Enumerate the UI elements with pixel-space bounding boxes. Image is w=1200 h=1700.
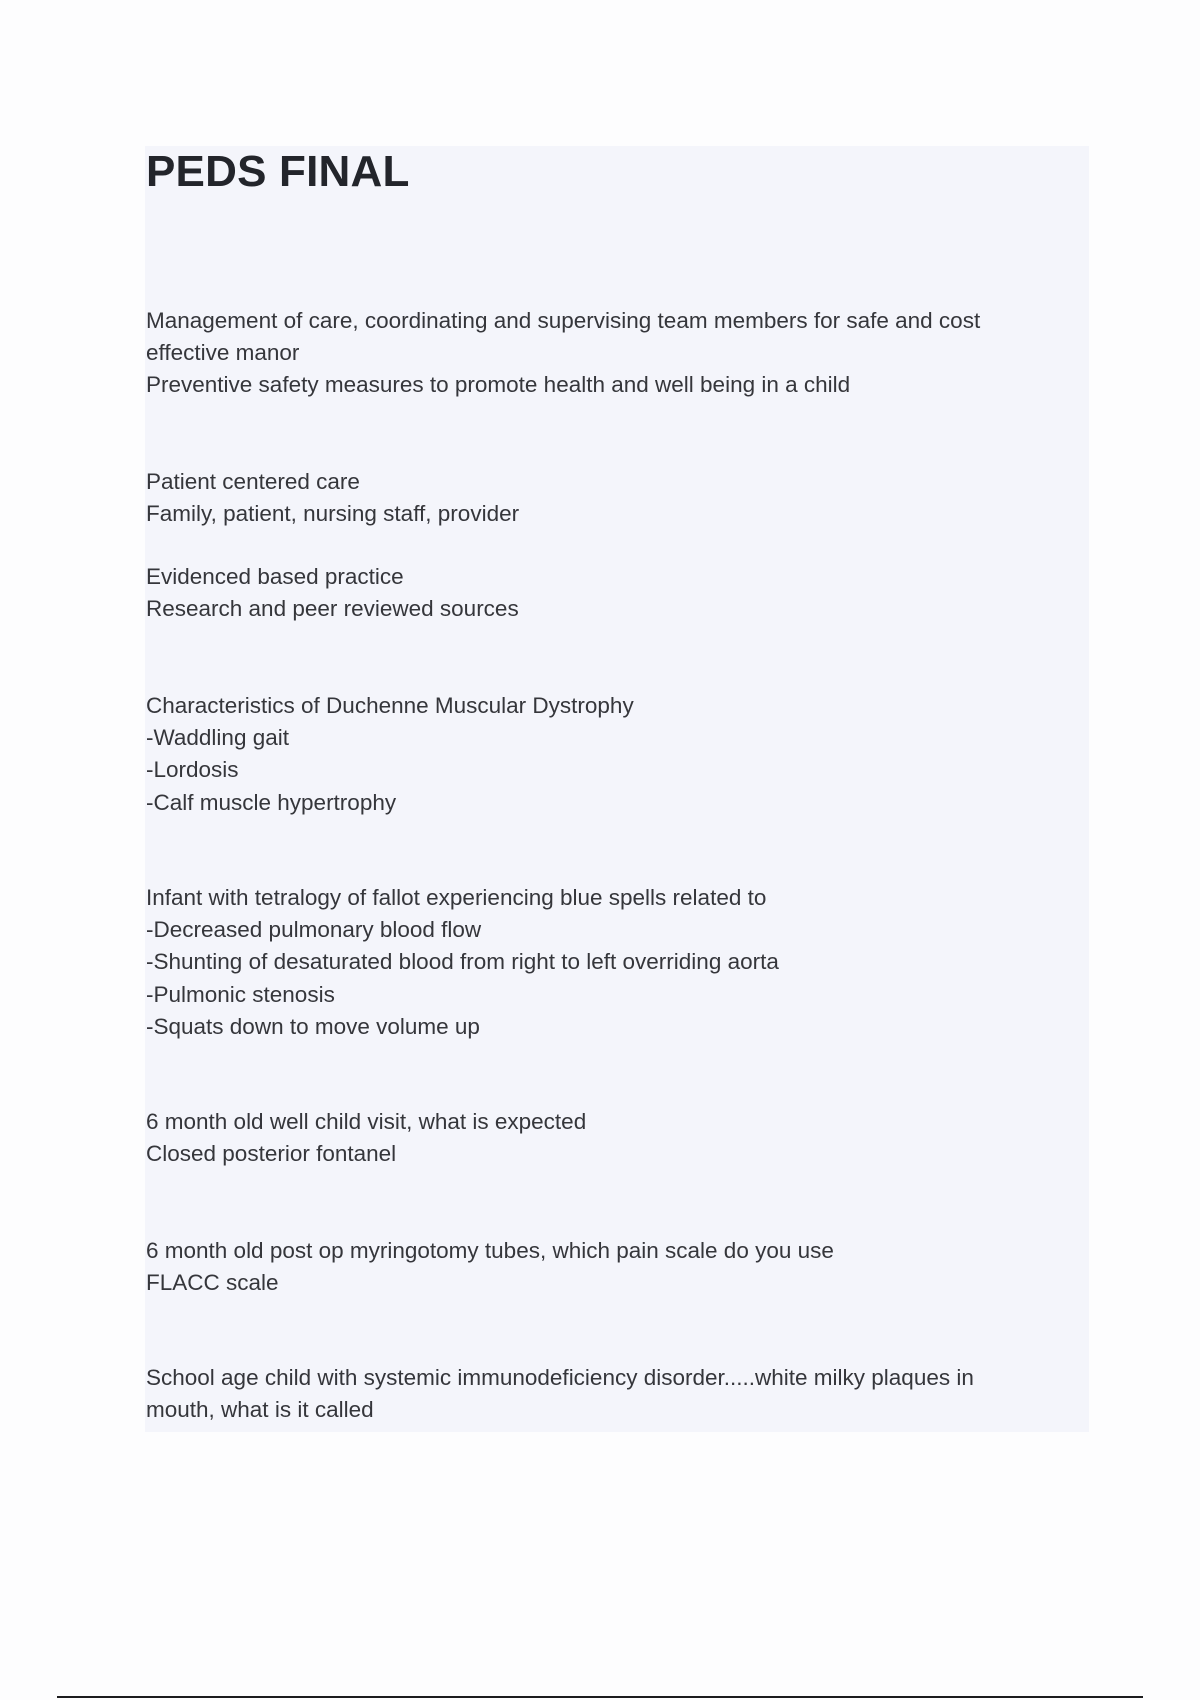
text-line: Patient centered care [146, 469, 360, 494]
page-title: PEDS FINAL [146, 147, 410, 196]
text-line: Characteristics of Duchenne Muscular Dystrophy [146, 693, 634, 718]
text-line: Evidenced based practice [146, 564, 404, 589]
text-line: -Waddling gait [146, 725, 289, 751]
section-duchenne-muscular-dystrophy [146, 690, 1066, 819]
text-line: School age child with systemic immunodeficiency disorder.....white milky plaques in [146, 1365, 974, 1390]
section-tetralogy-of-fallot [146, 882, 1066, 1043]
footer-divider [57, 1696, 1143, 1698]
section-myringotomy-pain-scale [146, 1235, 1066, 1299]
text-line: Closed posterior fontanel [146, 1141, 397, 1167]
text-line: -Shunting of desaturated blood from right to left overriding aorta [146, 949, 779, 975]
text-line: -Decreased pulmonary blood flow [146, 917, 482, 943]
text-line: Research and peer reviewed sources [146, 596, 519, 622]
section-immunodeficiency-plaques [146, 1362, 1066, 1426]
text-line: Management of care, coordinating and supervising team members for safe and cost [146, 308, 981, 333]
text-line: Preventive safety measures to promote health and well being in a child [146, 372, 851, 398]
section-evidence-based-practice [146, 561, 1066, 625]
text-line: -Squats down to move volume up [146, 1013, 480, 1039]
text-line: FLACC scale [146, 1270, 279, 1296]
text-line: mouth, what is it called [146, 1397, 374, 1423]
text-line: effective manor [146, 340, 300, 366]
section-patient-centered-care [146, 466, 1066, 530]
section-management-of-care [146, 305, 1066, 402]
text-line: -Calf muscle hypertrophy [146, 789, 397, 815]
text-line: Family, patient, nursing staff, provider [146, 501, 520, 527]
text-line: 6 month old well child visit, what is expected [146, 1109, 587, 1134]
text-line: -Lordosis [146, 757, 239, 783]
text-line: -Pulmonic stenosis [146, 981, 335, 1007]
text-line: 6 month old post op myringotomy tubes, which pain scale do you use [146, 1238, 834, 1263]
section-well-child-visit [146, 1106, 1066, 1170]
text-line: Infant with tetralogy of fallot experiencing blue spells related to [146, 885, 767, 910]
